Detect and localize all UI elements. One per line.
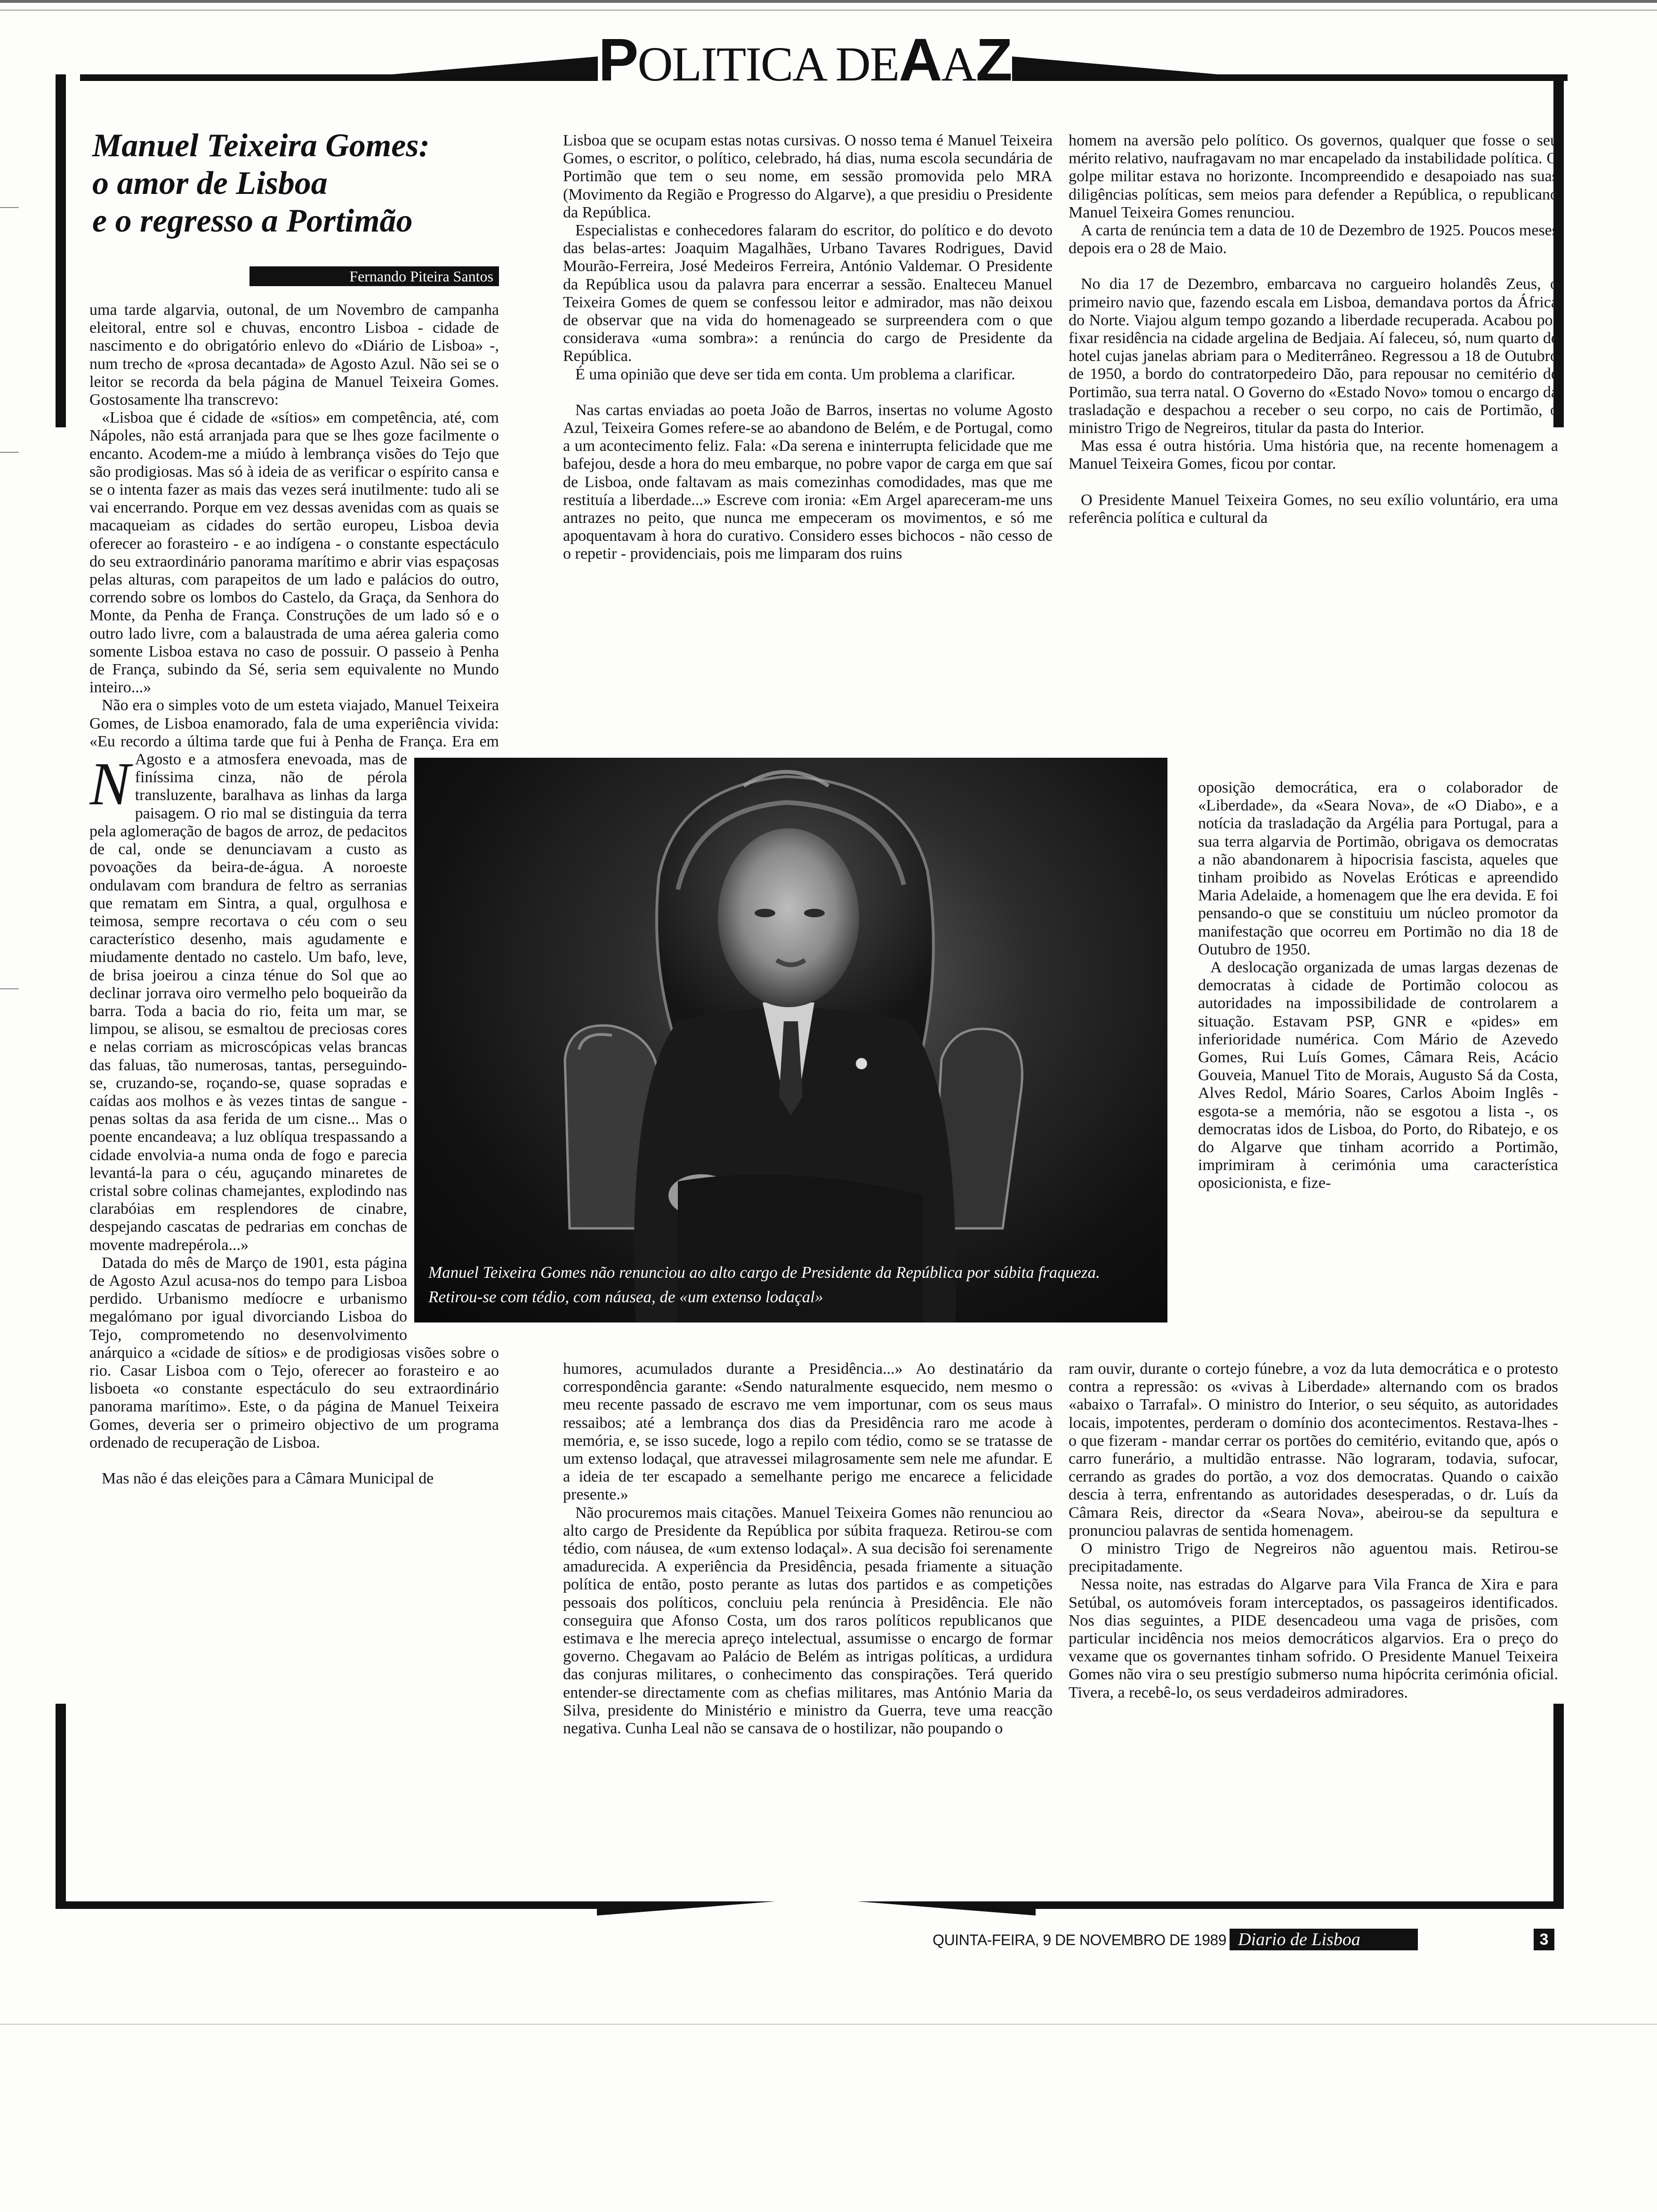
left-edge-mark <box>0 988 19 989</box>
col1-paragraph-4: Datada do mês de Março de 1901, esta página de Agosto Azul acusa-nos do tempo para Lisboa perdido. Urbanismo medíocre e urbanismo megalómano por igual divorciando Lisboa do Tejo, comprometendo no desenvolvimento anárquico a «cidade de sítios» e de prodigiosas visões sobre o rio. Casar Lisboa com o Tejo, oferecer ao forasteiro e ao lisboeta «o constante espectáculo do seu extraordinário panorama marítimo». Este, o da página de Manuel Teixeira Gomes, deveria ser o primeiro objectivo de um programa ordenado de recuperação de Lisboa. <box>89 1254 499 1451</box>
col3-paragraph-6: oposição democrática, era o colaborador de «Liberdade», da «Seara Nova», de «O Diabo», e a notícia da trasladação da Argélia para Portugal, para a sua terra algarvia de Portimão, obrigava os democratas a não abandonarem à hipocrisia fascista, aqueles que tinham proibido as Novelas Eróticas e apreendido Maria Adelaide, a homenagem que lhe era devida. E foi pensando-o que se constituiu um núcleo promotor da manifestação que ocorreu em Portimão no dia 18 de Outubro de 1950. <box>1198 779 1558 958</box>
col3-paragraph-5: O Presidente Manuel Teixeira Gomes, no seu exílio voluntário, era uma referência política e cultural da <box>1069 491 1558 527</box>
column-3-narrow <box>1198 779 1558 1360</box>
headline-line-2: o amor de Lisboa <box>92 165 328 201</box>
banner-wedge-right <box>1012 56 1229 75</box>
page-number: 3 <box>1534 1929 1554 1950</box>
column-2-bottom <box>563 1360 1053 1887</box>
section-title: POLITICA DEAAZ <box>598 26 1012 94</box>
byline: Fernando Piteira Santos <box>249 266 499 286</box>
col1-paragraph-1: N uma tarde algarvia, outonal, de um Novembro de campanha eleitoral, entre sol e chuvas, encontro Lisboa - cidade de nascimento e do obrigatório enlevo do «Diário de Lisboa» -, num trecho de «prosa decantada» de Agosto Azul. Não sei se o leitor se recorda da bela página de Manuel Teixeira Gomes. Gostosamente lha transcrevo: <box>89 301 499 818</box>
col2-paragraph-3: É uma opinião que deve ser tida em conta. Um problema a clarificar. <box>575 365 1015 383</box>
frame-bar-bottom-right <box>1036 1901 1564 1909</box>
col2-paragraph-1: Lisboa que se ocupam estas notas cursivas. O nosso tema é Manuel Teixeira Gomes, o escritor, o político, celebrado, há dias, numa escola secundária de Portimão que tem o seu nome, em sessão promovida pelo MRA (Movimento da Região e Progresso do Algarve), a que presidiu o Presidente da República. <box>563 132 1053 221</box>
col3-paragraph-1: homem na aversão pelo político. Os governos, qualquer que fosse o seu mérito relativo, naufragavam no mar encapelado da instabilidade política. O golpe militar estava no horizonte. Incompreendido e desapoiado nas suas diligências políticas, sem meios para defender a República, o republicano Manuel Teixeira Gomes renunciou. <box>1069 132 1558 221</box>
article-headline <box>92 127 507 240</box>
banner-rule-left <box>80 74 598 81</box>
left-edge-mark <box>0 207 19 208</box>
page-edge-rule <box>0 2024 1657 2025</box>
frame-bar-left-top <box>56 74 66 427</box>
column-2-top <box>563 132 1053 753</box>
headline-line-3: e o regresso a Portimão <box>92 203 413 239</box>
col1-paragraph-5: Mas não é das eleições para a Câmara Municipal de <box>102 1470 434 1487</box>
col3-paragraph-4: Mas essa é outra história. Uma história que, na recente homenagem a Manuel Teixeira Gomes, ficou por contar. <box>1069 437 1558 473</box>
column-3-top <box>1069 132 1558 781</box>
frame-bar-left-bottom <box>56 1704 66 1906</box>
top-rule-secondary <box>0 9 1657 11</box>
top-rule <box>0 0 1657 3</box>
banner-rule-right <box>1012 74 1568 81</box>
headline-line-1: Manuel Teixeira Gomes: <box>92 128 430 164</box>
col2-paragraph-2: Especialistas e conhecedores falaram do escritor, do político e do devoto das belas-artes: Joaquim Magalhães, Urbano Tavares Rodrigues, David Mourão-Ferreira, José Medeiros Ferreira, António Valdemar. O Presidente da República usou da palavra para encerrar a sessão. Enalteceu Manuel Teixeira Gomes de quem se confessou leitor e admirador, mas não deixou de observar que na vida do homenageado se surpreendera com o que considerava «uma sombra»: a renúncia do cargo de Presidente da República. <box>563 222 1053 365</box>
col2-paragraph-4: Nas cartas enviadas ao poeta João de Barros, insertas no volume Agosto Azul, Teixeira Gomes refere-se ao abandono de Belém, e de Portugal, como a um acontecimento feliz. Fala: «Da serena e ininterrupta felicidade que me bafejou, desde a hora do meu embarque, no pobre vapor de carga em que saí de Lisboa, onde faltavam as mais comezinhas comodidades, mas que me restituía a liberdade...» Escreve com ironia: «Em Argel apareceram-me uns antrazes no peito, que nunca me empeceram os movimentos, e só me apoquentavam à hora do curativo. Considero esses bichocos - não cesso de o repetir - providenciais, pois me limparam dos ruins <box>563 401 1053 563</box>
col3-paragraph-10: Nessa noite, nas estradas do Algarve para Vila Franca de Xira e para Setúbal, os automóveis foram interceptados, os passageiros identificados. Nos dias seguintes, a PIDE desencadeou uma vaga de prisões, com particular incidência nos meios democráticos algarvios. Era o preço do vexame que os governantes tinham sofrido. O Presidente Manuel Teixeira Gomes não vira o seu prestígio submerso numa hipócrita cerimónia oficial. Tivera, a recebê-lo, os seus verdadeiros admiradores. <box>1069 1576 1558 1701</box>
col3-paragraph-9: O ministro Trigo de Negreiros não aguentou mais. Retirou-se precipitadamente. <box>1069 1540 1558 1576</box>
col1-paragraph-3: Não era o simples voto de um esteta viajado, Manuel Teixeira Gomes, de Lisboa enamorado, fala de uma experiência vivida: «Eu recordo a última tarde que fui à Penha de França. Era em Agosto e a atmosfera enevoada, mas de finíssima cinza, não de pérola transluzente, baralhava as linhas da larga paisagem. O rio mal se distinguia da terra pela aglomeração de bagos de arroz, de pedacitos de cal, onde se denunciavam a custo as povoações da beira-de-água. A noroeste ondulavam com brandura de feltro as serranias que rematam em Sintra, a qual, orgulhosa e teimosa, sempre recortava o céu com o seu característico desenho, mais agudamente e miudamente dentado no castelo. Um bafo, leve, de brisa joeirou a cinza ténue do Sol que ao declinar jorrava oiro vermelho pelo boqueirão da barra. Toda a bacia do rio, feita um mar, se limpou, se alisou, se esmaltou de preciosas cores e nelas corriam as microscópicas velas brancas das faluas, tão numerosas, tantas, perseguindo-se, cruzando-se, roçando-se, quase sopradas e caídas aos molhos e às vezes tintas de sangue - penas soltas da asa ferida de um cisne... Mas o poente encandeava; a luz oblíqua trespassando a cidade envolvia-a numa onda de fogo e parecia levantá-la para o céu, aguçando minaretes de cristal sobre colinas chamejantes, explodindo nas clarabóias em resplendores de cinabre, despejando cascatas de pedrarias em conchas de movente madrepérola...» <box>89 697 499 1254</box>
col2-paragraph-6: Não procuremos mais citações. Manuel Teixeira Gomes não renunciou ao alto cargo de Presidente da República por súbita fraqueza. Retirou-se com tédio, com náusea, de «um extenso lodaçal». A sua decisão foi serenamente amadurecida. A experiência da Presidência, pesada friamente a situação política de então, posto perante as lutas dos partidos e as competições pessoais dos políticos, concluiu pela renúncia à Presidência. Ele não conseguira que Afonso Costa, um dos raros políticos republicanos que estimava e lhe merecia apreço intelectual, assumisse o encargo de formar governo. Chegavam ao Palácio de Belém as intrigas políticas, a urdidura das conjuras militares, o conhecimento das conspirações. Terá querido entender-se directamente com as chefias militares, mas António Maria da Silva, presidente do Ministério e ministro da Guerra, teve uma reacção negativa. Cunha Leal não se cansava de o hostilizar, não poupando o <box>563 1504 1053 1738</box>
frame-wedge-bottom-left <box>597 1901 776 1915</box>
frame-bar-bottom-left <box>56 1901 597 1909</box>
banner-wedge-left <box>381 56 598 75</box>
footer-date: QUINTA-FEIRA, 9 DE NOVEMBRO DE 1989 <box>933 1931 1226 1948</box>
col2-paragraph-5: humores, acumulados durante a Presidência...» Ao destinatário da correspondência garante: «Sendo naturalmente esquecido, nem mesmo o meu recente passado de escravo me vem importunar, com os seus maus ressaibos; até a lembrança dos dias da Presidência raro me acode à memória, e, se isso sucede, logo a repilo com tédio, como se se tratasse de um extenso lodaçal, que atravessei milagrosamente sem nele me afundar. E a ideia de ter escapado a semelhante perigo me encarece a felicidade presente.» <box>563 1360 1053 1504</box>
portrait-illustration <box>414 758 1167 1322</box>
col1-paragraph-2: «Lisboa que é cidade de «sítios» em competência, até, com Nápoles, não está arranjada para que se lhes goze facilmente o encanto. Acodem-me a miúdo à lembrança visões do Tejo que são prodigiosas. Mas só à ideia de as verificar o espírito cansa e se o intenta fazer as mais das vezes será inutilmente: tudo ali se vai encerrando. Porque em vez dessas avenidas com as quais se macaqueiam as cidades do sertão europeu, Lisboa devia oferecer ao forasteiro - e ao indígena - o constante espectáculo do seu extraordinário panorama marítimo e abrir vias espaçosas pelas alturas, com parapeitos de um lado e palácios do outro, correndo sobre os lombos do Castelo, da Graça, da Senhora do Monte, da Penha de França. Construções de um lado só e o outro lado livre, com a balaustrada de uma aérea galeria como somente Lisboa estava no caso de possuir. O passeio à Penha de França, subindo da Sé, seria sem equivalente no Mundo inteiro...» <box>89 409 499 697</box>
col3-paragraph-8: ram ouvir, durante o cortejo fúnebre, a voz da luta democrática e o protesto contra a repressão: os «vivas à Liberdade» alternando com os brados «abaixo o Tarrafal». O ministro do Interior, o seu séquito, as autoridades locais, impotentes, perderam o domínio dos acontecimentos. Restava-lhes - o que fizeram - mandar cerrar os portões do cemitério, evitando que, após o carro funerário, a multidão entrasse. Não lograram, todavia, sufocar, cerrando as grades do portão, a voz dos democratas. Quando o caixão descia à terra, enfrentando as autoridades desesperadas, o dr. Luís da Câmara Reis, director da «Seara Nova», abeirou-se da sepultura e pronunciou palavras de sentida homenagem. <box>1069 1360 1558 1539</box>
drop-cap: N <box>89 750 130 818</box>
left-edge-mark <box>0 452 19 453</box>
col3-paragraph-2: A carta de renúncia tem a data de 10 de Dezembro de 1925. Poucos meses depois era o 28 de Maio. <box>1069 222 1558 257</box>
portrait-photo <box>414 758 1167 1322</box>
col3-paragraph-7: A deslocação organizada de umas largas dezenas de democratas à cidade de Portimão colocou as autoridades na impossibilidade de controlarem a situação. Estavam PSP, GNR e «pides» em inferioridade numérica. Com Mário de Azevedo Gomes, Rui Luís Gomes, Câmara Reis, Acácio Gouveia, Manuel Tito de Morais, Augusto Sá da Costa, Alves Redol, Mário Soares, Carlos Aboim Inglês - esgota-se a memória, não se esgotou a lista -, os democratas idos de Lisboa, do Porto, do Ribatejo, e os do Algarve que tinham acorrido a Portimão, imprimiram à cerimónia uma característica oposicionista, e fize- <box>1198 959 1558 1192</box>
column-3-bottom <box>1069 1360 1558 1887</box>
frame-wedge-bottom-right <box>857 1901 1036 1915</box>
col3-paragraph-3: No dia 17 de Dezembro, embarcava no cargueiro holandês Zeus, o primeiro navio que, fazendo escala em Lisboa, demandava portos da África do Norte. Viajou algum tempo gozando a liberdade recuperada. Acabou por fixar residência na cidade argelina de Bedjaia. Aí faleceu, só, num quarto de hotel cujas janelas abriam para o Mediterrâneo. Regressou a 18 de Outubro de 1950, a bordo do contratorpedeiro Dão, para repousar no cemitério de Portimão, sua terra natal. O Governo do «Estado Novo» tomou o encargo da trasladação e despachou a receber o seu corpo, no cais de Portimão, o ministro Trigo de Negreiros, titular da pasta do Interior. <box>1069 275 1558 437</box>
footer-brand: Diario de Lisboa <box>1230 1929 1418 1950</box>
photo-caption: Manuel Teixeira Gomes não renunciou ao alto cargo de Presidente da República por súbita fraqueza. Retirou-se com tédio, com náusea, de «um extenso lodaçal» <box>428 1263 1100 1306</box>
column-1-lower <box>89 750 407 1345</box>
